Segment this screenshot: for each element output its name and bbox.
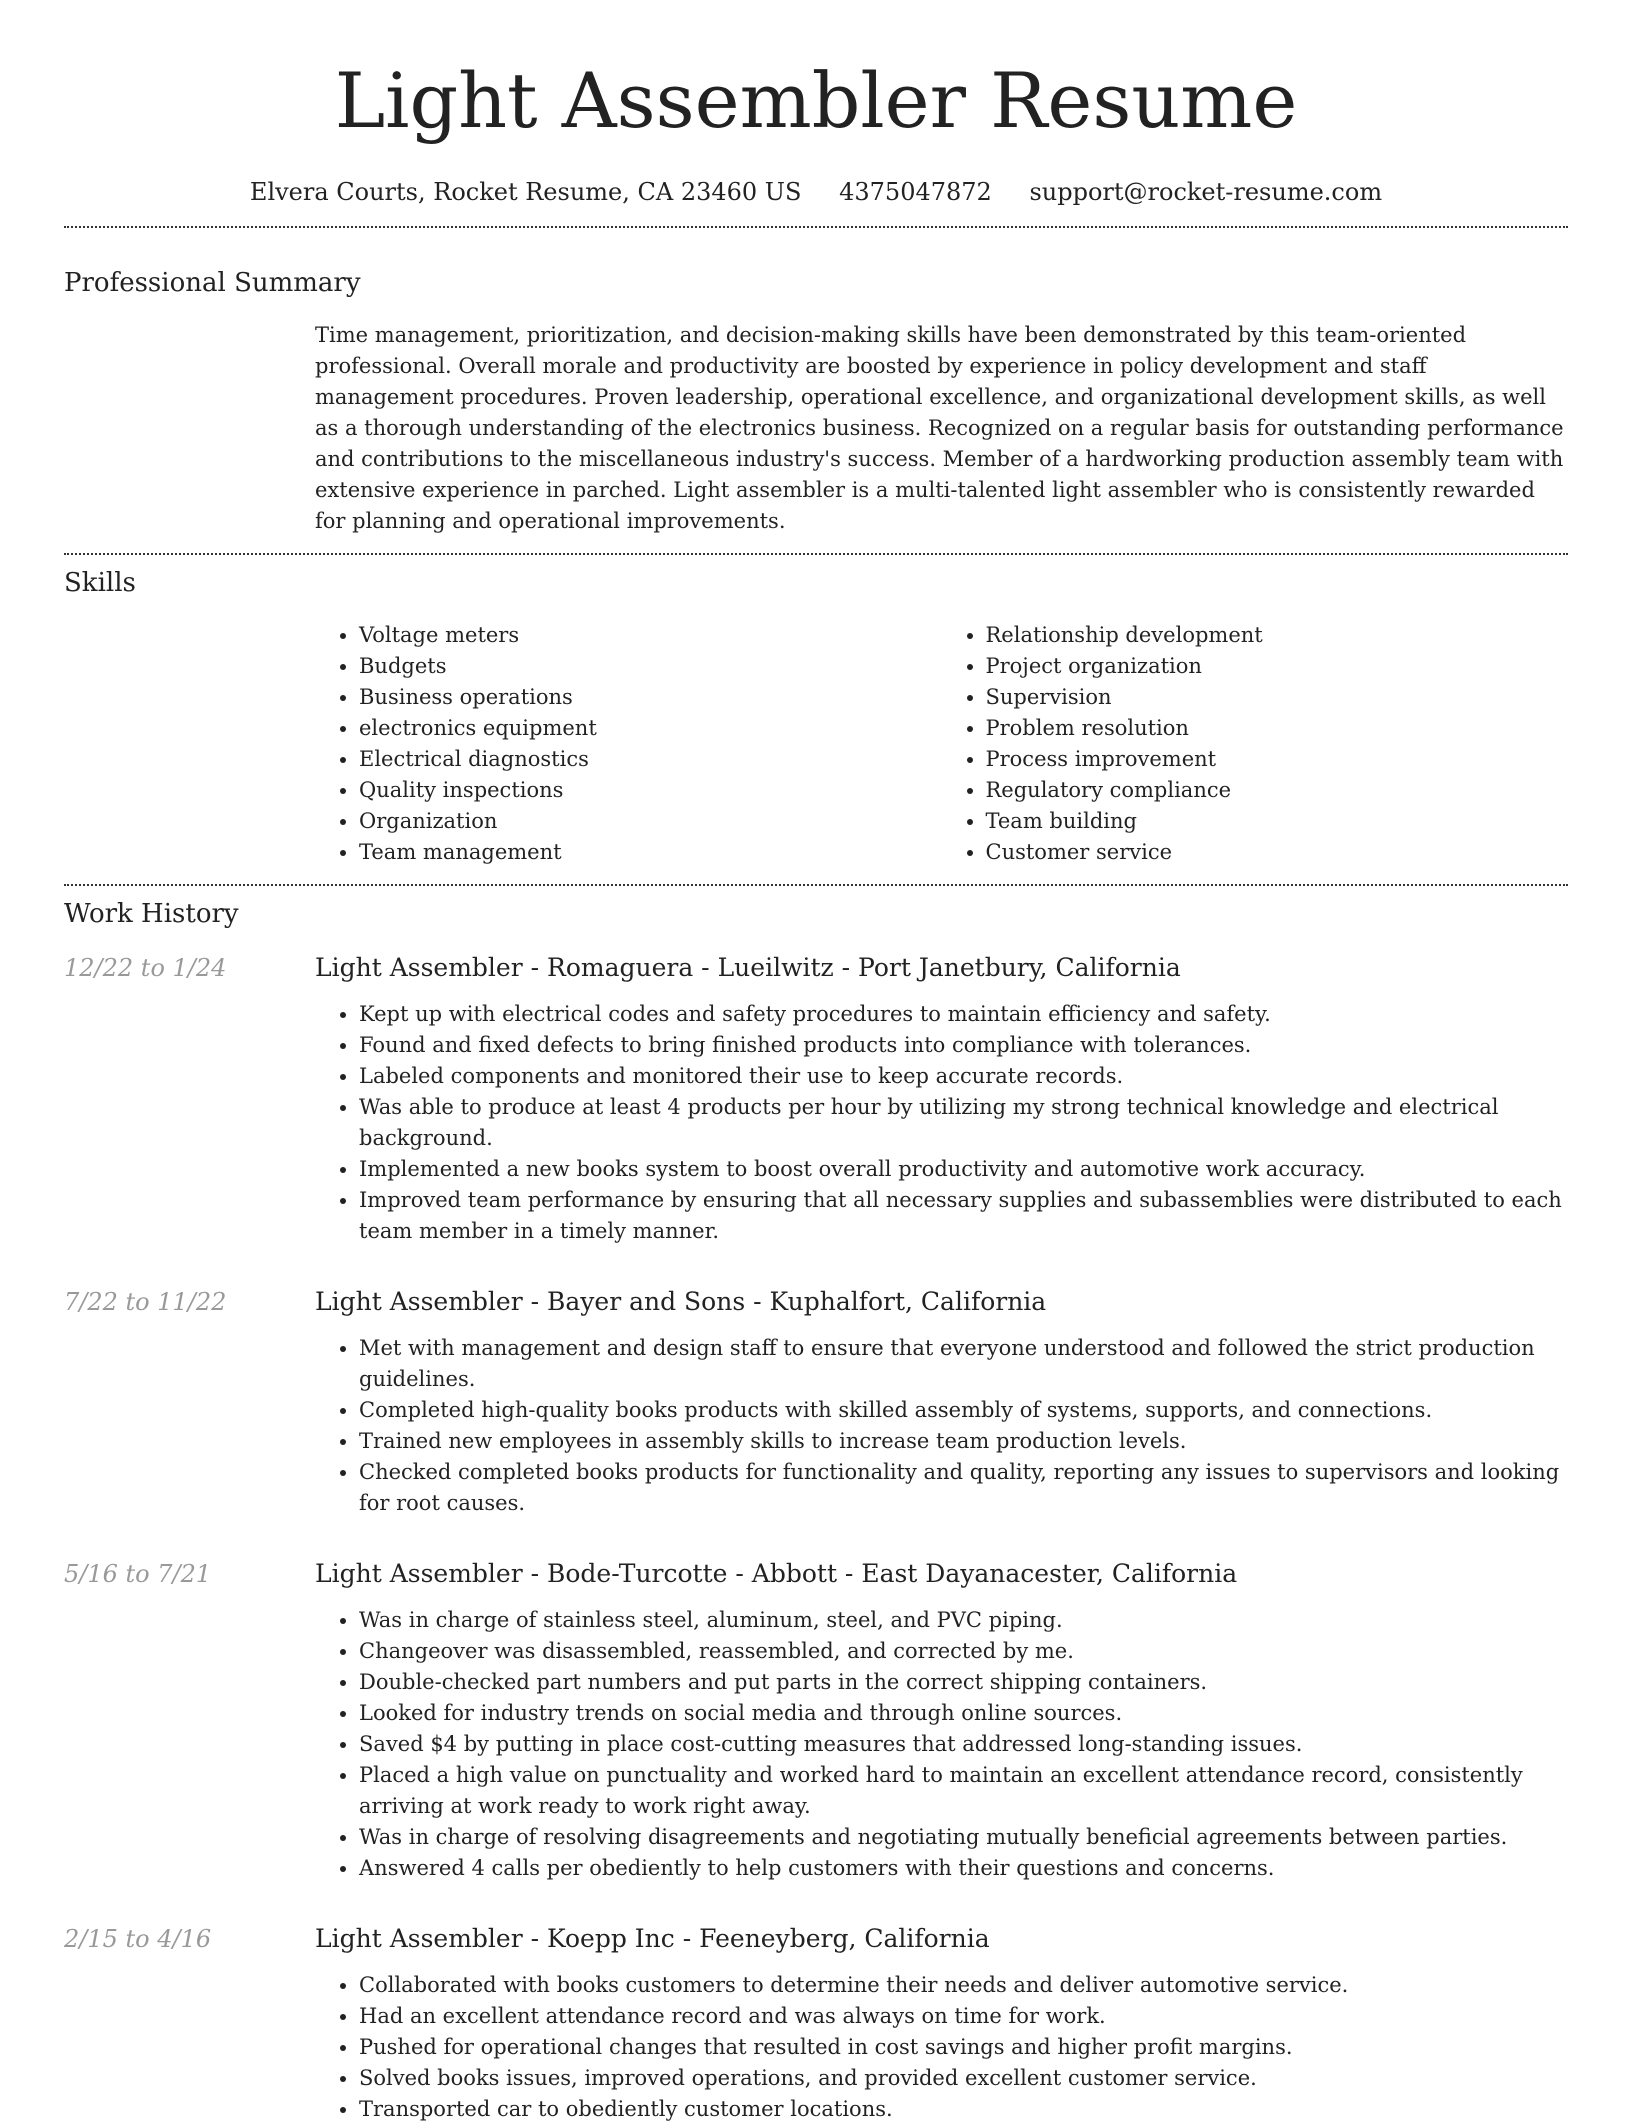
job-entry: [64, 1922, 1568, 2125]
job-title: Light Assembler - Koepp Inc - Feeneyberg, California: [315, 1924, 990, 1953]
job-bullet: • Found and fixed defects to bring finished products into compliance with tolerances.: [359, 1030, 1568, 1061]
skills-column-right: [942, 620, 1569, 868]
skill-item: • Problem resolution: [986, 713, 1569, 744]
job-dates: 2/15 to 4/16: [64, 1925, 212, 1953]
job-bullet: • Had an excellent attendance record and was always on time for work.: [359, 2001, 1568, 2032]
contact-address: Elvera Courts, Rocket Resume, CA 23460 US: [249, 178, 802, 206]
job-title: Light Assembler - Bayer and Sons - Kuphalfort, California: [315, 1287, 1047, 1316]
job-dates: 7/22 to 11/22: [64, 1288, 227, 1316]
skill-item: • electronics equipment: [359, 713, 942, 744]
skill-item: • Organization: [359, 806, 942, 837]
job-title: Light Assembler - Romaguera - Lueilwitz - Port Janetbury, California: [315, 953, 1181, 982]
job-bullet: • Labeled components and monitored their use to keep accurate records.: [359, 1061, 1568, 1092]
skill-item: • Process improvement: [986, 744, 1569, 775]
job-bullet: • Answered 4 calls per obediently to help customers with their questions and concerns.: [359, 1853, 1568, 1884]
resume-title: Light Assembler Resume: [334, 56, 1298, 145]
skill-item: • Team building: [986, 806, 1569, 837]
job-dates: 5/16 to 7/21: [64, 1560, 212, 1588]
skill-item: • Business operations: [359, 682, 942, 713]
job-bullet: • Placed a high value on punctuality and worked hard to maintain an excellent attendance record, consistently arriving at work ready to work right away.: [359, 1760, 1568, 1822]
skills-list: [315, 620, 1568, 868]
contact-email: support@rocket-resume.com: [1029, 178, 1383, 206]
divider: [64, 226, 1568, 228]
skill-item: • Budgets: [359, 651, 942, 682]
job-entry: [64, 951, 1568, 1247]
job-entry: [64, 1557, 1568, 1884]
skill-item: • Electrical diagnostics: [359, 744, 942, 775]
skill-item: • Customer service: [986, 837, 1569, 868]
skill-item: • Relationship development: [986, 620, 1569, 651]
skill-item: • Regulatory compliance: [986, 775, 1569, 806]
job-bullet: • Saved $4 by putting in place cost-cutting measures that addressed long-standing issues.: [359, 1729, 1568, 1760]
contact-line: [64, 175, 1568, 209]
job-bullet: • Kept up with electrical codes and safety procedures to maintain efficiency and safety.: [359, 999, 1568, 1030]
job-body: [315, 1557, 1568, 1884]
job-bullet: • Met with management and design staff to ensure that everyone understood and followed the strict production guidelines.: [359, 1333, 1568, 1395]
job-title: Light Assembler - Bode-Turcotte - Abbott - East Dayanacester, California: [315, 1559, 1238, 1588]
divider: [64, 884, 1568, 886]
job-bullet: • Implemented a new books system to boost overall productivity and automotive work accuracy.: [359, 1154, 1568, 1185]
job-body: [315, 951, 1568, 1247]
job-bullet: • Pushed for operational changes that resulted in cost savings and higher profit margins.: [359, 2032, 1568, 2063]
job-bullet: • Was in charge of resolving disagreements and negotiating mutually beneficial agreements between parties.: [359, 1822, 1568, 1853]
job-dates: 12/22 to 1/24: [64, 954, 227, 982]
job-bullet: • Completed high-quality books products with skilled assembly of systems, supports, and connections.: [359, 1395, 1568, 1426]
job-bullet: • Improved team performance by ensuring that all necessary supplies and subassemblies were distributed to each team member in a timely manner.: [359, 1185, 1568, 1247]
summary-heading: Professional Summary: [64, 268, 361, 298]
job-body: [315, 1922, 1568, 2125]
divider: [64, 553, 1568, 555]
skill-item: • Voltage meters: [359, 620, 942, 651]
skill-item: • Team management: [359, 837, 942, 868]
contact-phone: 4375047872: [839, 178, 992, 206]
job-entry: [64, 1285, 1568, 1519]
skills-heading: Skills: [64, 568, 136, 598]
job-bullet: • Double-checked part numbers and put parts in the correct shipping containers.: [359, 1667, 1568, 1698]
skill-item: • Quality inspections: [359, 775, 942, 806]
job-bullets: [315, 1605, 1568, 1884]
job-bullet: • Changeover was disassembled, reassembled, and corrected by me.: [359, 1636, 1568, 1667]
skill-item: • Supervision: [986, 682, 1569, 713]
skill-item: • Project organization: [986, 651, 1569, 682]
work-history-heading: Work History: [64, 899, 239, 929]
summary-text: Time management, prioritization, and decision-making skills have been demonstrated by this team-oriented professional. Overall morale and productivity are boosted by experience in policy development and staff management procedures. Proven leadership, operational excellence, and organizational development skills, as well as a thorough understanding of the electronics business. Recognized on a regular basis for outstanding performance and contributions to the miscellaneous industry's success. Member of a hardworking production assembly team with extensive experience in parched. Light assembler is a multi-talented light assembler who is consistently rewarded for planning and operational improvements.: [315, 323, 1564, 533]
job-bullet: • Transported car to obediently customer locations.: [359, 2094, 1568, 2125]
job-bullet: • Was in charge of stainless steel, aluminum, steel, and PVC piping.: [359, 1605, 1568, 1636]
job-bullets: [315, 1333, 1568, 1519]
resume-page: [64, 0, 1568, 2125]
job-bullets: [315, 1970, 1568, 2125]
job-bullet: • Looked for industry trends on social media and through online sources.: [359, 1698, 1568, 1729]
job-bullet: • Checked completed books products for functionality and quality, reporting any issues to supervisors and looking for root causes.: [359, 1457, 1568, 1519]
job-bullet: • Collaborated with books customers to determine their needs and deliver automotive service.: [359, 1970, 1568, 2001]
job-bullet: • Was able to produce at least 4 products per hour by utilizing my strong technical knowledge and electrical background.: [359, 1092, 1568, 1154]
job-bullets: [315, 999, 1568, 1247]
work-history-list: [64, 951, 1568, 2125]
skills-column-left: [315, 620, 942, 868]
job-bullet: • Solved books issues, improved operations, and provided excellent customer service.: [359, 2063, 1568, 2094]
job-bullet: • Trained new employees in assembly skills to increase team production levels.: [359, 1426, 1568, 1457]
job-body: [315, 1285, 1568, 1519]
